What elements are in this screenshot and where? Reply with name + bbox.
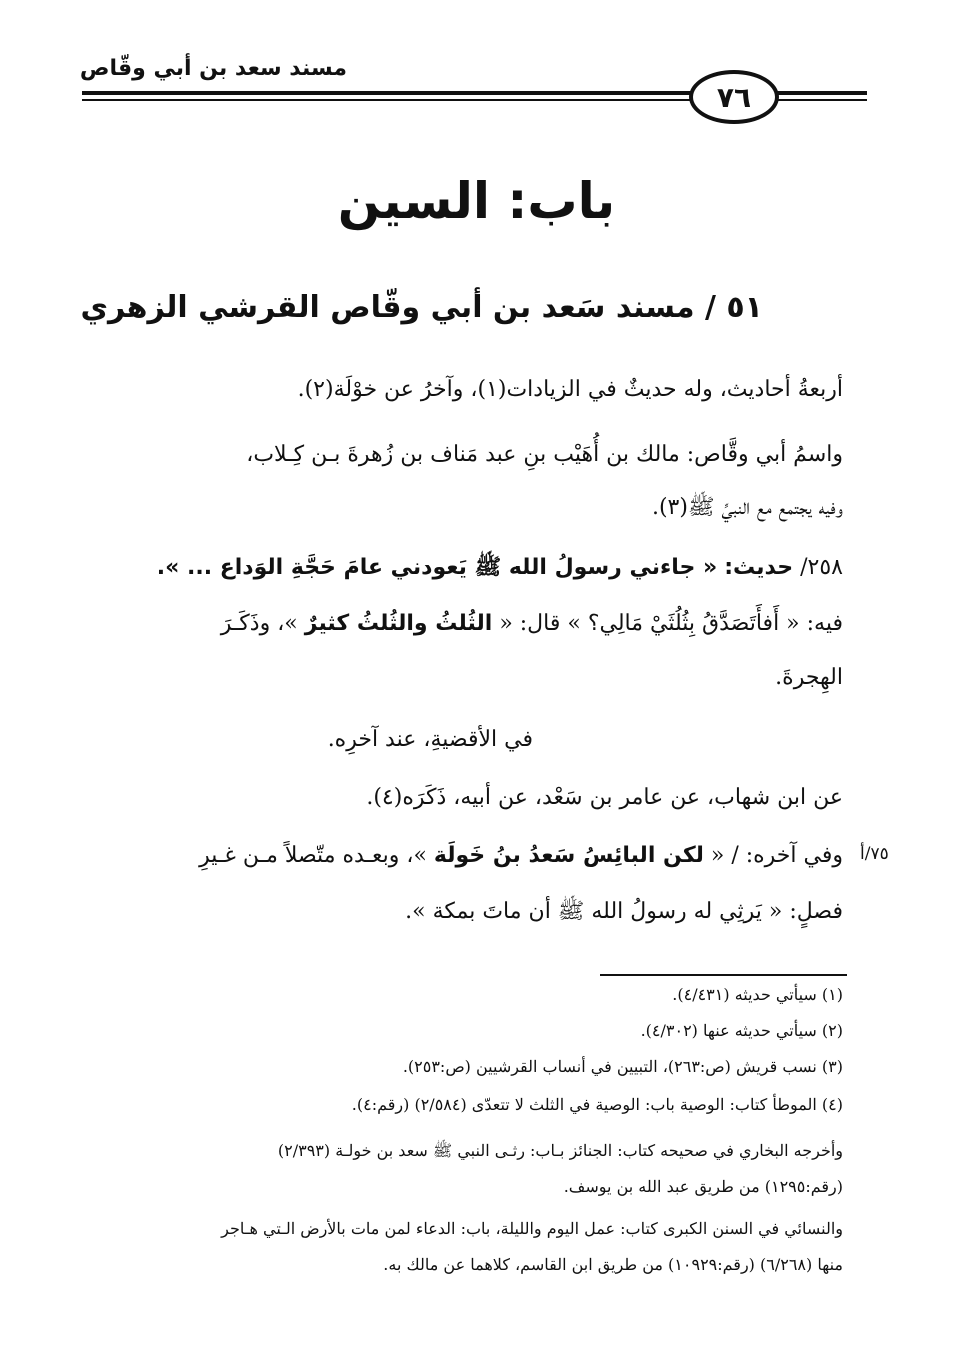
hadith-text-line-3: الهِجرةَ. <box>775 665 843 690</box>
hadith-label: حديث: <box>724 555 794 580</box>
footnote-3: (٣) نسب قريش (ص:٢٦٣)، التبيين في أنساب القرشيين (ص:٢٥٣). <box>402 1057 843 1076</box>
hadith-heading-line <box>73 540 843 596</box>
ending-text-b: »، وبعـده متّصلاً مـن غـيرِ <box>199 843 427 868</box>
footnote-4-cont-3: والنسائي في السنن الكبرى كتاب: عمل اليوم والليلة، باب: الدعاء لمن مات بالأرض الـتي هـاجر <box>221 1219 843 1238</box>
intro-line: أربعةُ أحاديث، وله حديثٌ في الزيادات(١)، وآخرُ عن خوْلَة(٢). <box>297 377 843 402</box>
chapter-title: باب: السين <box>337 172 616 230</box>
name-line-2: وفيه يجتمع مع النبيِّ ﷺ(٣). <box>651 495 843 520</box>
footnote-4-cont-1: وأخرجه البخاري في صحيحه كتاب: الجنائز بـاب: رثـى النبي ﷺ سعد بن خولـة (٢/٣٩٣) <box>277 1141 843 1160</box>
ending-text-bold: لكن البائِسُ سَعدُ بنُ خَولَة <box>433 843 704 868</box>
isnad-line: عن ابن شهاب، عن عامر بن سَعْد، عن أبيه، ذَكَرَه(٤). <box>366 785 843 810</box>
footnote-2: (٢) سيأتي حديثه عنها (٤/٣٠٢). <box>640 1021 843 1040</box>
hadith-text-a: فيه: « أَفأَتَصَدَّقُ بِثُلُثَيْ مَالِي؟ » قال: « <box>499 611 843 636</box>
footnote-4-cont-4: منها (٦/٢٦٨) (رقم:١٠٩٢٩) من طريق ابن القاسم، كلاهما عن مالك به. <box>383 1255 843 1274</box>
ending-line-1 <box>73 828 843 884</box>
footnote-separator <box>600 974 847 976</box>
name-line-1: واسمُ أبي وقَّاص: مالك بن أُهَيْب بنِ عبد مَناف بن زُهرةَ بـن كِـلاب، <box>246 442 843 467</box>
footnote-4: (٤) الموطأ كتاب: الوصية باب: الوصية في الثلث لا تتعدّى (٢/٥٨٤) (رقم:٤). <box>351 1095 843 1114</box>
hadith-text-line-2 <box>73 596 843 652</box>
hadith-number: ٢٥٨/ <box>800 555 843 580</box>
hadith-text-bold: الثُلثُ والثُلثُ كثيرٌ <box>304 611 493 636</box>
ending-line-2: فصلٍ: « يَرثِي له رسولُ الله ﷺ أن ماتَ بمكة ». <box>405 899 843 924</box>
footnote-1: (١) سيأتي حديثه (٤/٤٣١). <box>672 985 843 1004</box>
page-number-badge <box>689 70 779 124</box>
page-number: ٧٦ <box>716 80 752 114</box>
ending-text-a: وفي آخره: / « <box>710 843 843 868</box>
section-title: ٥١ / مسند سَعد بن أبي وقّاص القرشي الزهري <box>80 290 763 325</box>
hadith-text-b: »، وذَكَـرَ <box>220 611 298 636</box>
hadith-title: « جاءني رسولُ الله ﷺ يَعودني عامَ حَجَّةِ الوَداع ... ». <box>156 555 718 580</box>
running-title: مسند سعد بن أبي وقّاص <box>79 56 347 81</box>
footnote-4-cont-2: (رقم:١٢٩٥) من طريق عبد الله بن يوسف. <box>563 1177 843 1196</box>
manuscript-folio-note: ٧٥/أ <box>860 844 889 864</box>
placement-line: في الأقضيةِ، عند آخرِه. <box>327 727 533 752</box>
